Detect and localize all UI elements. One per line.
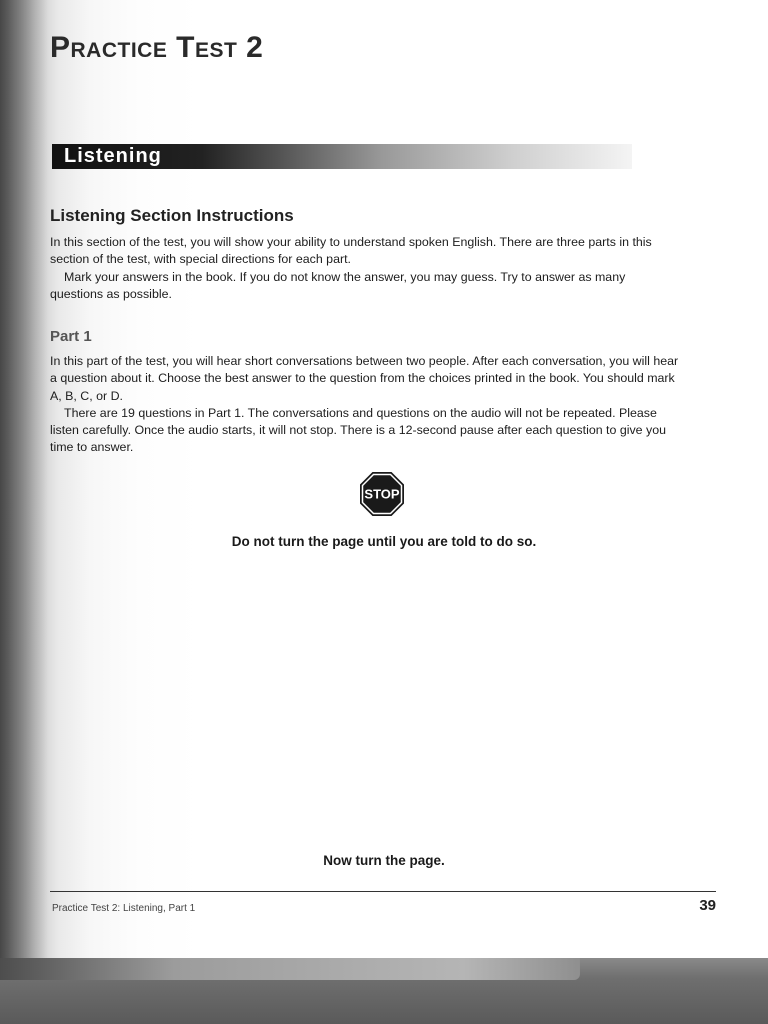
instructions-paragraph-1: In this section of the test, you will show your ability to understand spoken English. There are three parts in this section of the test, with special directions for each part. <box>50 235 652 267</box>
instructions-heading: Listening Section Instructions <box>50 206 294 225</box>
part1-heading: Part 1 <box>50 328 92 345</box>
scan-bottom-shadow <box>0 958 768 1024</box>
part1-paragraph-2: There are 19 questions in Part 1. The conversations and questions on the audio will not be repeated. Please listen carefully. Once the audio starts, it will not stop. There is a 12-second pause after each question to give you time to answer. <box>50 405 666 455</box>
binding-shadow <box>0 0 48 1024</box>
page-title: Practice Test 2 <box>50 31 264 64</box>
instructions-text <box>50 234 680 303</box>
footer-label: Practice Test 2: Listening, Part 1 <box>52 903 196 914</box>
stop-sign-label: STOP <box>364 486 400 502</box>
page-number: 39 <box>699 897 716 914</box>
section-banner-label: Listening <box>64 145 162 167</box>
part1-text <box>50 353 680 457</box>
turn-page-text: Now turn the page. <box>323 853 445 868</box>
stop-sign-icon <box>359 471 405 517</box>
part1-paragraph-1: In this part of the test, you will hear short conversations between two people. After each conversation, you will hear a question about it. Choose the best answer to the question from the choices printed in the book. You should mark A, B, C, or D. <box>50 354 679 403</box>
warning-text: Do not turn the page until you are told to do so. <box>231 534 537 549</box>
section-banner <box>52 144 632 169</box>
instructions-paragraph-2: Mark your answers in the book. If you do not know the answer, you may guess. Try to answer as many questions as possible. <box>50 269 626 301</box>
footer-divider <box>50 891 716 892</box>
